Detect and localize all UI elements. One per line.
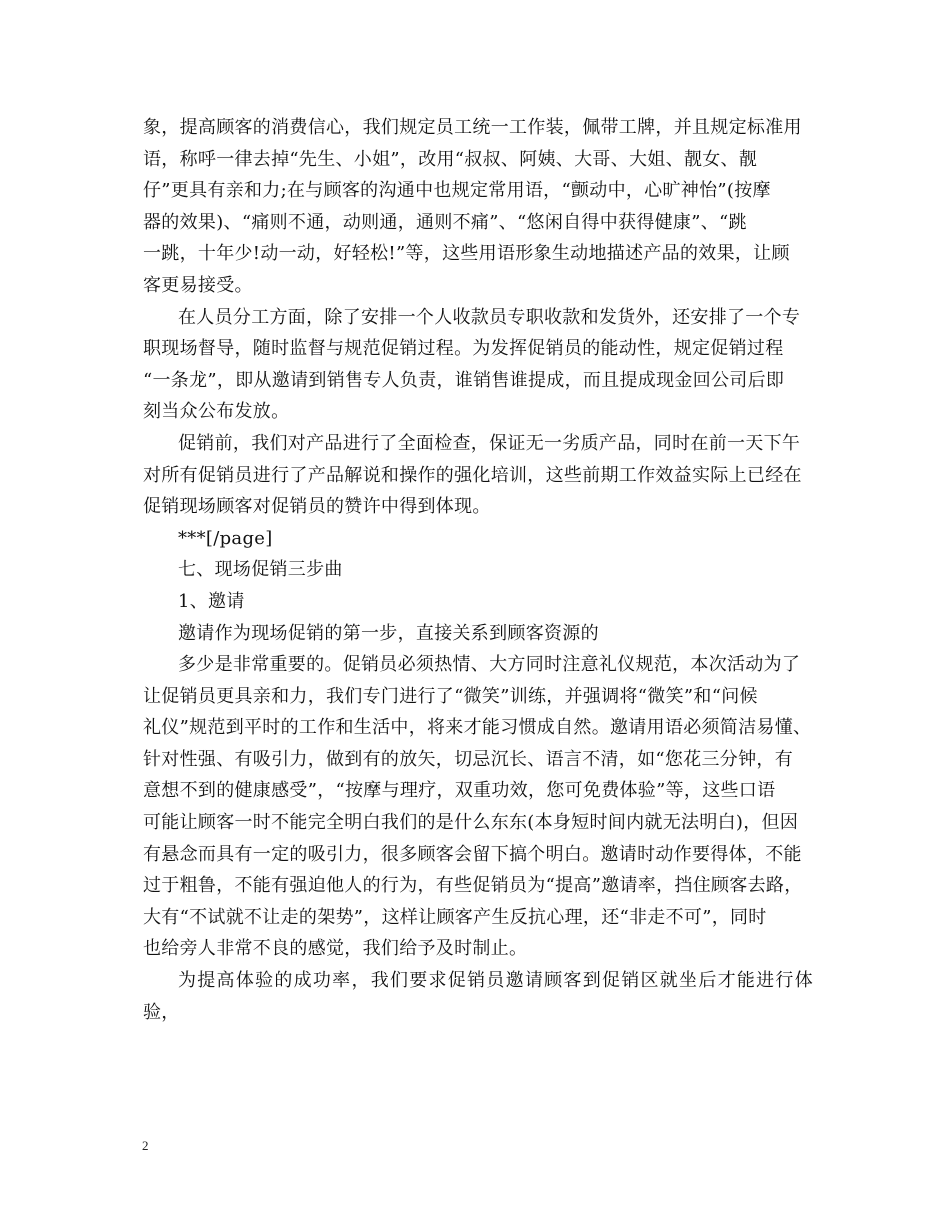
paragraph-4: 邀请作为现场促销的第一步，直接关系到顾客资源的 (178, 622, 599, 644)
page-number: 2 (142, 1138, 149, 1153)
paragraph-1: 象，提高顾客的消费信心，我们规定员工统一工作装，佩带工牌，并且规定标准用 语，称呼一律去掉“先生、小姐”，改用“叔叔、阿姨、大哥、大姐、靓女、靓 仔”更具有亲和力;在与顾客的沟通中也规定常用语，“颤动中，心旷神怡”(按摩 器的效果)、“痛则不通，动则通，通则不痛”、“悠闲自得中获得健康”、“跳 一跳，十年少!动一动，好轻松!”等，这些用语形象生动地描述产品的效果，让顾 客更易接受。 (143, 117, 802, 296)
subsection-heading: 1、邀请 (178, 590, 245, 612)
paragraph-2: 在人员分工方面，除了安排一个人收款员专职收款和发货外，还安排了一个专 职现场督导，随时监督与规范促销过程。为发挥促销员的能动性，规定促销过程 “一条龙”，即从邀请到销售专人负责，谁销售谁提成，而且提成现金回公司后即 刻当众公布发放。 (143, 306, 801, 423)
section-heading: 七、现场促销三步曲 (178, 559, 343, 581)
paragraph-5: 多少是非常重要的。促销员必须热情、大方同时注意礼仪规范，本次活动为了 让促销员更具亲和力，我们专门进行了“微笑”训练，并强调将“微笑”和“问候 礼仪”规范到平时的工作和生活中，将来才能习惯成自然。邀请用语必须简洁易懂、 针对性强、有吸引力，做到有的放矢，切忌沉长、语言不清，如“您花三分钟，有 意想不到的健康感受”，“按摩与理疗，双重功效，您可免费体验”等，这些口语 可能让顾客一时不能完全明白我们的是什么东东(本身短时间内就无法明白)，但因 有悬念而具有一定的吸引力，很多顾客会留下搞个明白。邀请时动作要得体，不能 过于粗鲁，不能有强迫他人的行为，有些促销员为“提高”邀请率，挡住顾客去路， 大有“不试就不让走的架势”，这样让顾客产生反抗心理，还“非走不可”，同时 也给旁人非常不良的感觉，我们给予及时制止。 (143, 654, 812, 960)
document-body (143, 112, 813, 1028)
page-marker: ***[/page] (178, 527, 273, 549)
paragraph-3: 促销前，我们对产品进行了全面检查，保证无一劣质产品，同时在前一天下午 对所有促销员进行了产品解说和操作的强化培训，这些前期工作效益实际上已经在 促销现场顾客对促销员的赞许中得到体现。 (143, 432, 802, 518)
paragraph-6: 为提高体验的成功率，我们要求促销员邀请顾客到促销区就坐后才能进行体验， (143, 970, 813, 1023)
